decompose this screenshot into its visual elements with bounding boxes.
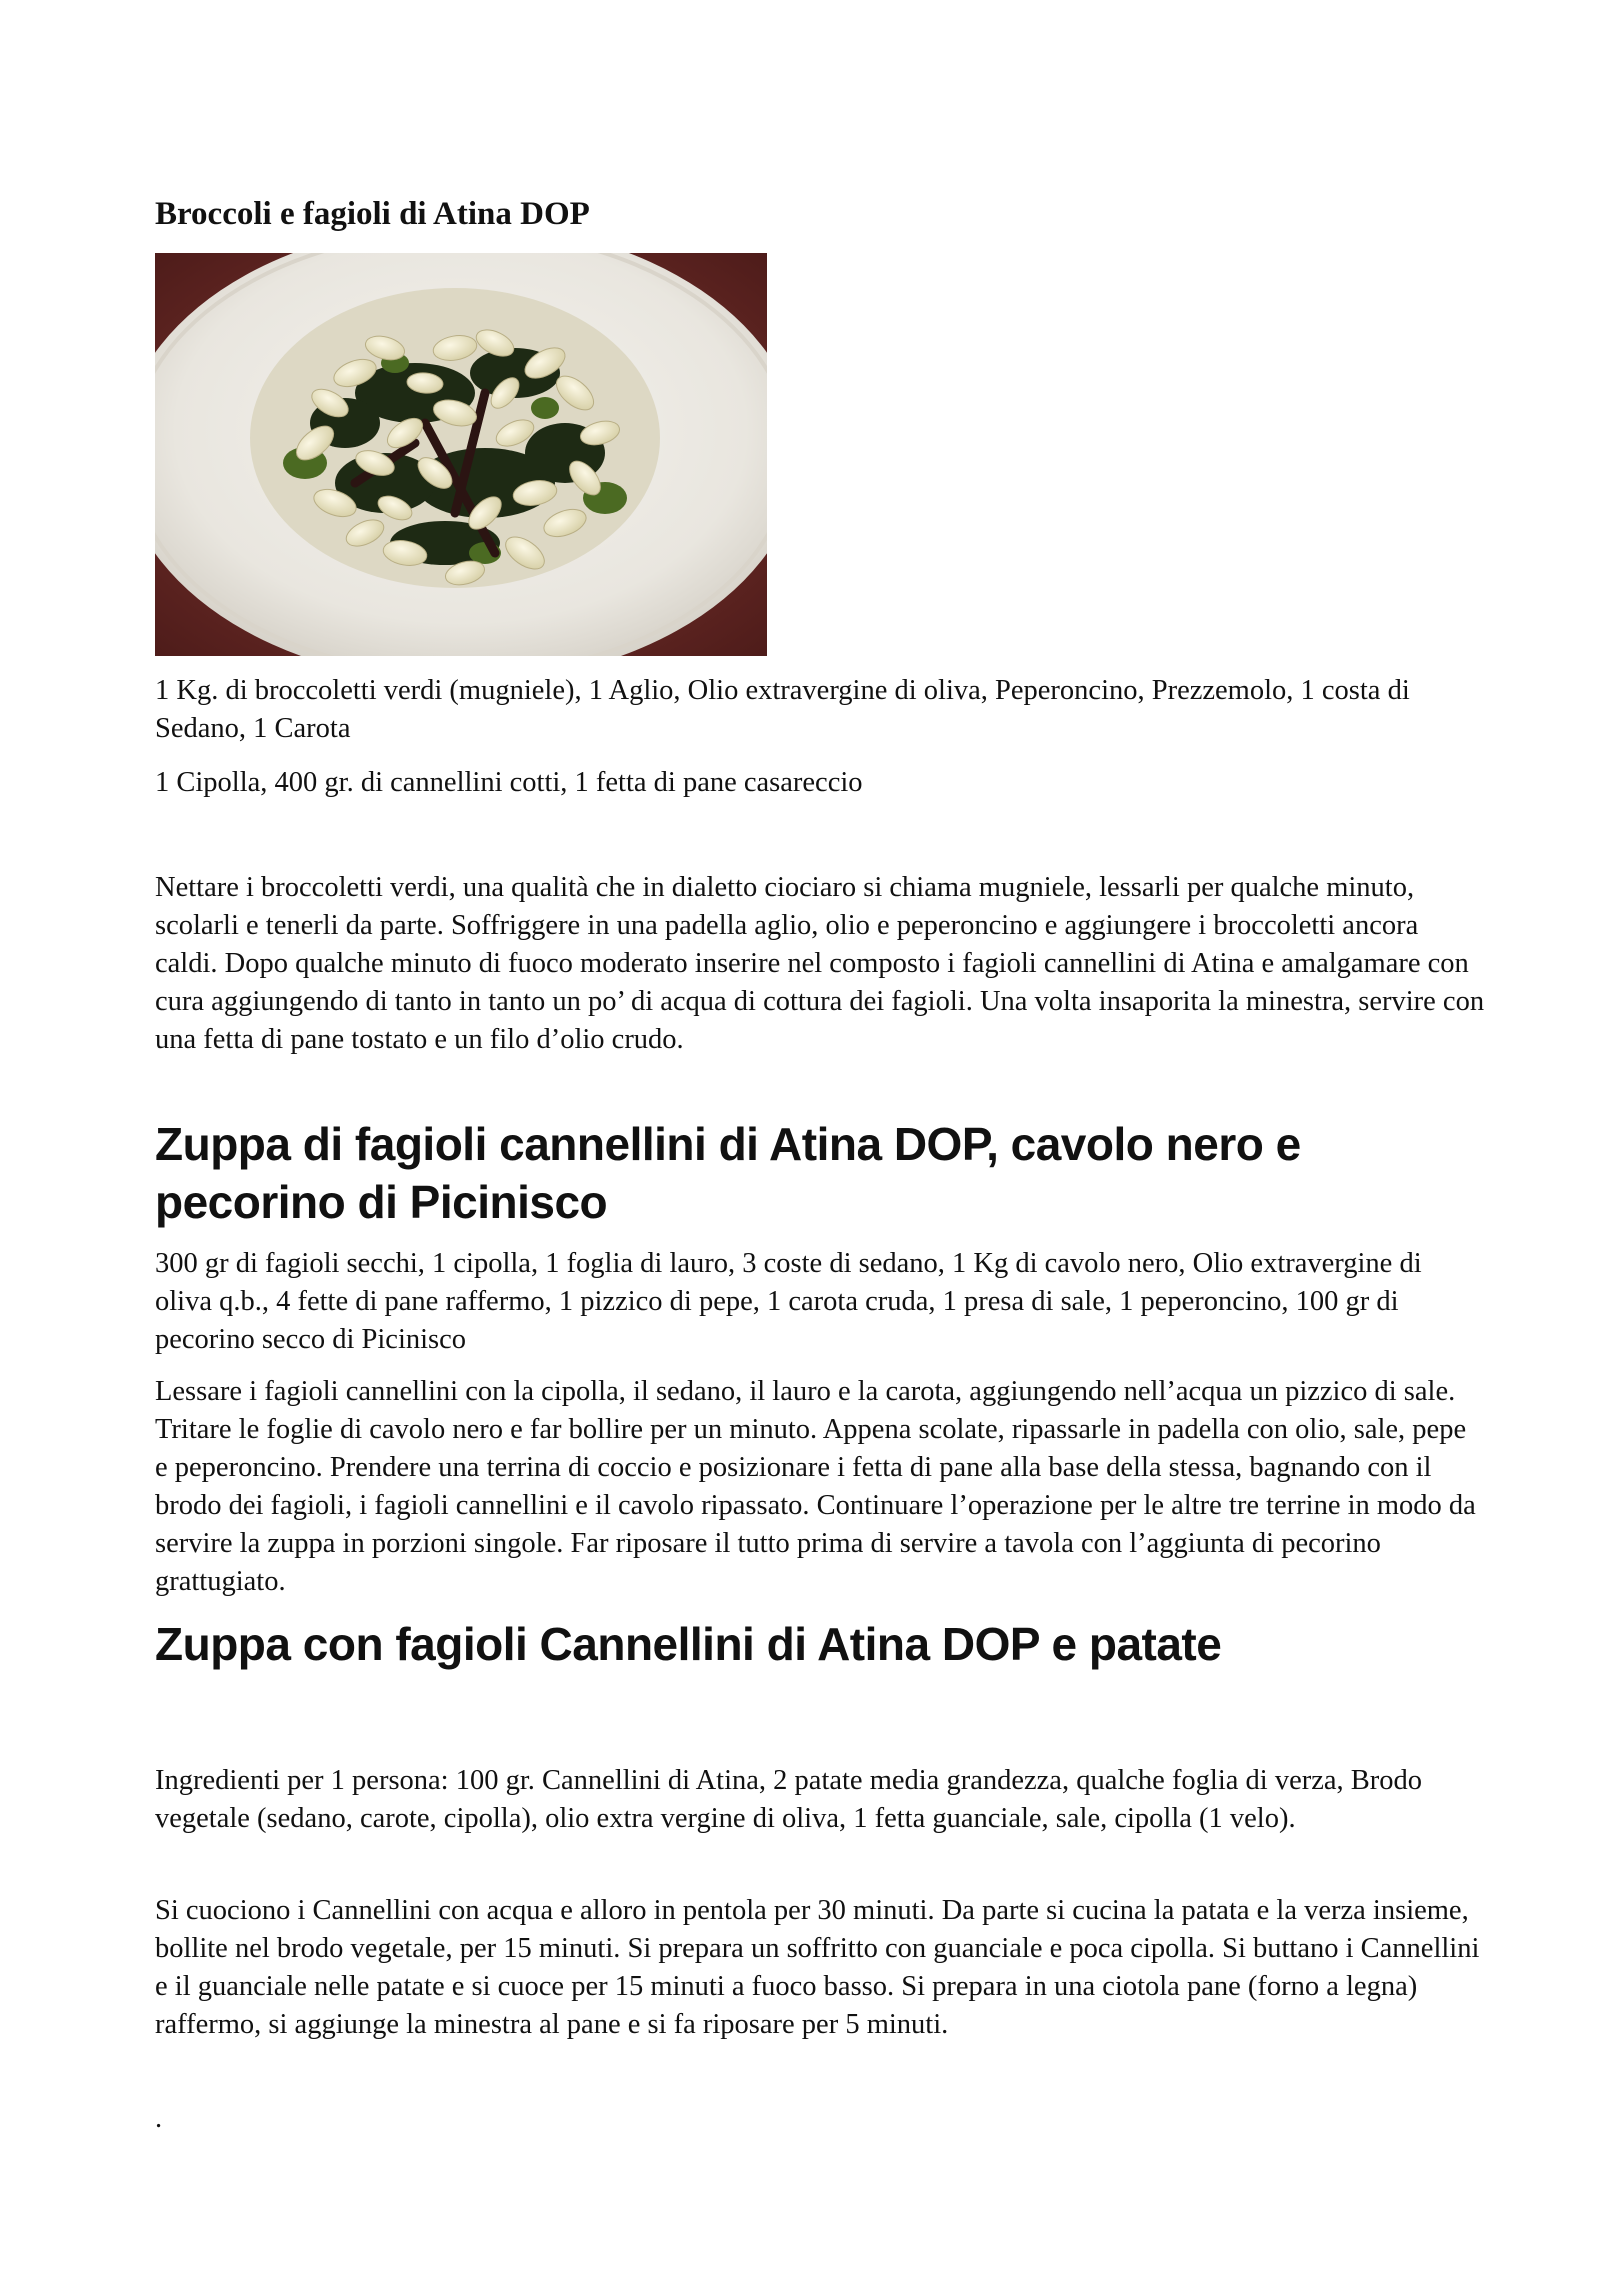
recipe1-ingredients-line1: 1 Kg. di broccoletti verdi (mugniele), 1 Aglio, Olio extravergine di oliva, Peperoncino, Prezzemolo, 1 costa di Sedano, 1 Carota [155,675,1410,744]
trailing-mark: . [155,2103,163,2134]
recipe3-procedure: Si cuociono i Cannellini con acqua e alloro in pentola per 30 minuti. Da parte si cucina la patata e la verza insieme, bollite nel brodo vegetale, per 15 minuti. Si prepara un soffritto con guanciale e poca cipolla. Si buttano i Cannellini e il guanciale nelle patate e si cuoce per 15 minuti a fuoco basso. Si prepara in una ciotola pane (forno a legna) raffermo, si aggiunge la minestra al pane e si fa riposare per 5 minuti. [155,1895,1480,2040]
recipe3-ingredients: Ingredienti per 1 persona: 100 gr. Cannellini di Atina, 2 patate media grandezza, qualche foglia di verza, Brodo vegetale (sedano, carote, cipolla), olio extra vergine di oliva, 1 fetta guanciale, sale, cipolla (1 velo). [155,1765,1423,1834]
recipe2-ingredients: 300 gr di fagioli secchi, 1 cipolla, 1 foglia di lauro, 3 coste di sedano, 1 Kg di cavolo nero, Olio extravergine di oliva q.b., 4 fette di pane raffermo, 1 pizzico di pepe, 1 carota cruda, 1 presa di sale, 1 peperoncino, 100 gr di pecorino secco di Picinisco [155,1248,1422,1355]
recipe1-procedure: Nettare i broccoletti verdi, una qualità che in dialetto ciociaro si chiama mugniele, lessarli per qualche minuto, scolarli e tenerli da parte. Soffriggere in una padella aglio, olio e peperoncino e aggiungere i broccoletti ancora caldi. Dopo qualche minuto di fuoco moderato inserire nel composto i fagioli cannellini di Atina e amalgamare con cura aggiungendo di tanto in tanto un po’ di acqua di cottura dei fagioli. Una volta insaporita la minestra, servire con una fetta di pane tostato e un filo d’olio crudo. [155,872,1485,1055]
recipe1-photo [155,253,767,656]
recipe2-title: Zuppa di fagioli cannellini di Atina DOP, cavolo nero e pecorino di Picinisco [155,1118,1301,1228]
recipe1-title: Broccoli e fagioli di Atina DOP [155,196,590,232]
recipe2-procedure: Lessare i fagioli cannellini con la cipolla, il sedano, il lauro e la carota, aggiungendo nell’acqua un pizzico di sale. Tritare le foglie di cavolo nero e far bollire per un minuto. Appena scolate, ripassarle in padella con olio, sale, pepe e peperoncino. Prendere una terrina di coccio e posizionare i fetta di pane alla base della stessa, bagnando con il brodo dei fagioli, i fagioli cannellini e il cavolo ripassato. Continuare l’operazione per le altre tre terrine in modo da servire la zuppa in porzioni singole. Far riposare il tutto prima di servire a tavola con l’aggiunta di pecorino grattugiato. [155,1376,1476,1597]
recipe1-ingredients-line2: 1 Cipolla, 400 gr. di cannellini cotti, 1 fetta di pane casareccio [155,767,863,798]
recipe3-title: Zuppa con fagioli Cannellini di Atina DOP e patate [155,1618,1222,1670]
